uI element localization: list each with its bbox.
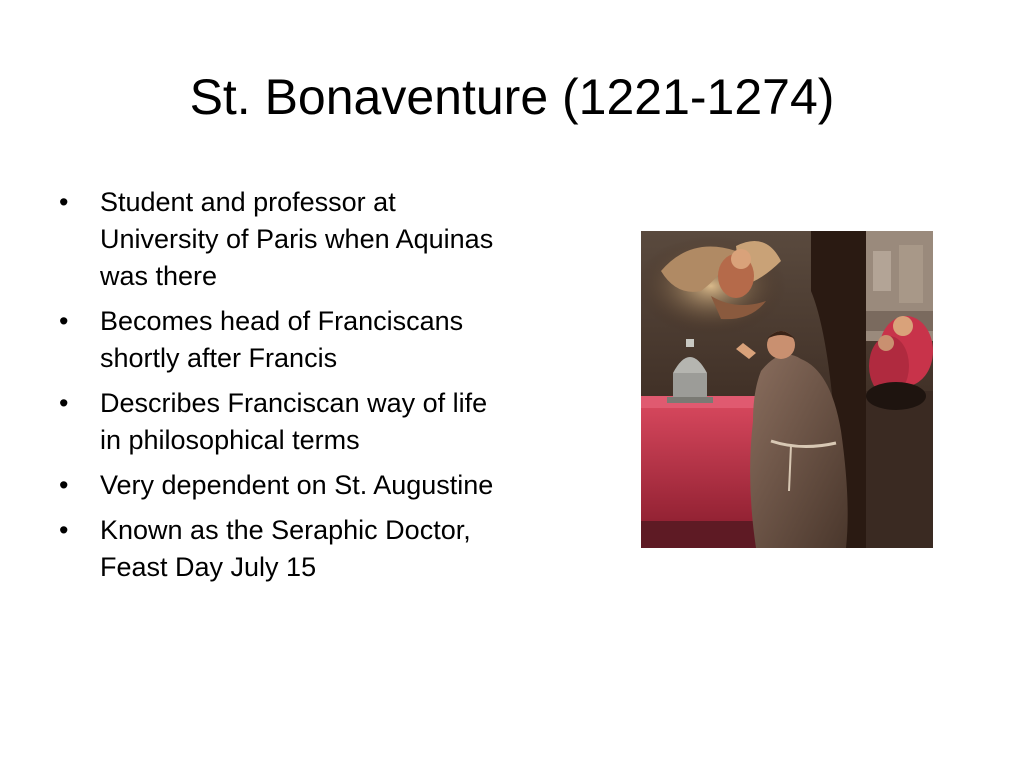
bullet-marker: • <box>59 306 69 336</box>
bullet-marker: • <box>59 187 69 217</box>
bullet-marker: • <box>59 470 69 500</box>
bullet-text: Very dependent on St. Augustine <box>100 470 494 500</box>
bullet-item-2 <box>56 303 506 377</box>
saint-painting-image <box>641 231 933 548</box>
bullet-item-1 <box>56 184 506 295</box>
slide-title: St. Bonaventure (1221-1274) <box>189 69 835 125</box>
bullet-text: Known as the Seraphic Doctor, Feast Day July 15 <box>100 515 471 582</box>
bullet-marker: • <box>59 388 69 418</box>
bullet-item-5 <box>56 512 506 586</box>
bullet-marker: • <box>59 515 69 545</box>
bullet-text: Describes Franciscan way of life in philosophical terms <box>100 388 488 455</box>
bullet-item-4 <box>56 467 506 504</box>
painting-saint-praying-with-angel-icon <box>641 231 933 548</box>
bullet-list <box>56 184 506 594</box>
bullet-text: Student and professor at University of Paris when Aquinas was there <box>100 187 494 291</box>
bullet-item-3 <box>56 385 506 459</box>
bullet-text: Becomes head of Franciscans shortly after Francis <box>100 306 464 373</box>
